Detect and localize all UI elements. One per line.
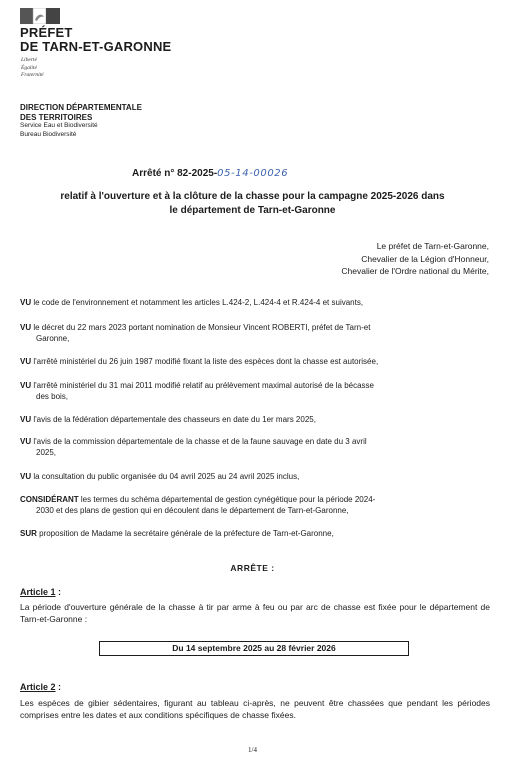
devise-liberte: Liberté — [21, 57, 37, 63]
hunting-period-box: Du 14 septembre 2025 au 28 février 2026 — [99, 641, 409, 656]
bureau-name: Bureau Biodiversité — [20, 130, 77, 138]
visa-species-list — [20, 356, 490, 367]
arrete-number-prefix: Arrêté n° 82-2025- — [132, 168, 218, 179]
devise — [21, 57, 44, 80]
arrete-number-handwritten: 05-14-00026 — [217, 168, 289, 179]
visa-keyword: CONSIDÉRANT — [20, 495, 79, 504]
institution-title — [20, 26, 171, 54]
visa-text: les termes du schéma départemental de gestion cynégétique pour la période 2024- — [78, 495, 376, 504]
visa-text: le code de l'environnement et notamment les articles L.424-2, L.424-4 et R.424-4 et suivants, — [31, 298, 364, 307]
visa-text: proposition de Madame la secrétaire générale de la préfecture de Tarn-et-Garonne, — [36, 529, 334, 538]
visa-considerant — [20, 494, 490, 516]
institution-title-line-1: PRÉFET — [20, 25, 73, 40]
article-1-title: Article 1 — [20, 587, 56, 597]
visa-text: la consultation du public organisée du 04 avril 2025 au 24 avril 2025 inclus, — [31, 472, 300, 481]
arrete-number — [132, 168, 288, 179]
page-number: 1/4 — [248, 746, 257, 754]
article-1-colon: : — [55, 587, 62, 597]
service-name: Service Eau et Biodiversité — [20, 122, 98, 129]
article-2-colon: : — [55, 682, 62, 692]
visa-text: l'avis de la fédération départementale des chasseurs en date du 1er mars 2025, — [31, 415, 316, 424]
institution-title-line-2: DE TARN-ET-GARONNE — [20, 39, 172, 54]
visa-prefect-decree — [20, 322, 490, 344]
visa-continuation: des bois, — [36, 392, 69, 401]
visa-keyword: VU — [20, 437, 32, 446]
visa-text: l'avis de la commission départementale de la chasse et de la faune sauvage en date du 3 avril — [31, 437, 367, 446]
direction-line-1: DIRECTION DÉPARTEMENTALE — [20, 103, 142, 112]
marianne-logo — [20, 8, 60, 24]
visa-keyword: VU — [20, 472, 32, 481]
visa-keyword: VU — [20, 298, 32, 307]
visa-public-consultation — [20, 471, 490, 482]
visa-keyword: SUR — [20, 529, 37, 538]
devise-egalite: Égalité — [21, 64, 37, 71]
visa-hunters-federation — [20, 414, 490, 425]
visa-keyword: VU — [20, 415, 32, 424]
visa-keyword: VU — [20, 323, 32, 332]
visa-woodcock — [20, 380, 490, 402]
visa-continuation: Garonne, — [36, 334, 70, 343]
devise-fraternite: Fraternité — [21, 72, 44, 78]
article-2-body: Les espèces de gibier sédentaires, figurant au tableau ci-après, ne peuvent être chassées que pendant les périodes comprises entre les dates et aux conditions spécifiques de chasse fixées. — [20, 698, 490, 720]
visa-continuation: 2030 et des plans de gestion qui en découlent dans le département de Tarn-et-Garonne, — [36, 506, 349, 515]
visa-text: l'arrêté ministériel du 31 mai 2011 modifié relatif au prélèvement maximal autorisé de la bécasse — [31, 381, 375, 390]
visa-commission — [20, 436, 490, 458]
visa-sur-proposition — [20, 528, 490, 539]
service-block — [20, 122, 98, 139]
visa-keyword: VU — [20, 357, 32, 366]
article-2-title: Article 2 — [20, 682, 56, 692]
signatory-line-1: Le préfet de Tarn-et-Garonne, — [376, 241, 489, 251]
visa-continuation: 2025, — [36, 448, 57, 457]
arrete-declaration: ARRÊTE : — [230, 563, 275, 573]
arrete-title: relatif à l'ouverture et à la clôture de la chasse pour la campagne 2025-2026 dans le département de Tarn-et-Garonne — [60, 191, 445, 216]
signatory-line-3: Chevalier de l'Ordre national du Mérite, — [341, 266, 489, 276]
article-1-heading — [20, 587, 61, 597]
visa-text: l'arrêté ministériel du 26 juin 1987 modifié fixant la liste des espèces dont la chasse est autorisée, — [31, 357, 379, 366]
visa-text: le décret du 22 mars 2023 portant nomination de Monsieur Vincent ROBERTI, préfet de Tarn-et — [31, 323, 371, 332]
direction-title — [20, 103, 142, 122]
article-2-heading — [20, 682, 61, 692]
visa-environment-code — [20, 297, 490, 308]
signatory-block — [341, 240, 489, 278]
article-1-body: La période d'ouverture générale de la chasse à tir par arme à feu ou par arc de chasse est fixée pour le département de Tarn-et-Garonne : — [20, 602, 490, 624]
direction-line-2: DES TERRITOIRES — [20, 112, 93, 122]
signatory-line-2: Chevalier de la Légion d'Honneur, — [361, 253, 489, 264]
visa-keyword: VU — [20, 381, 32, 390]
